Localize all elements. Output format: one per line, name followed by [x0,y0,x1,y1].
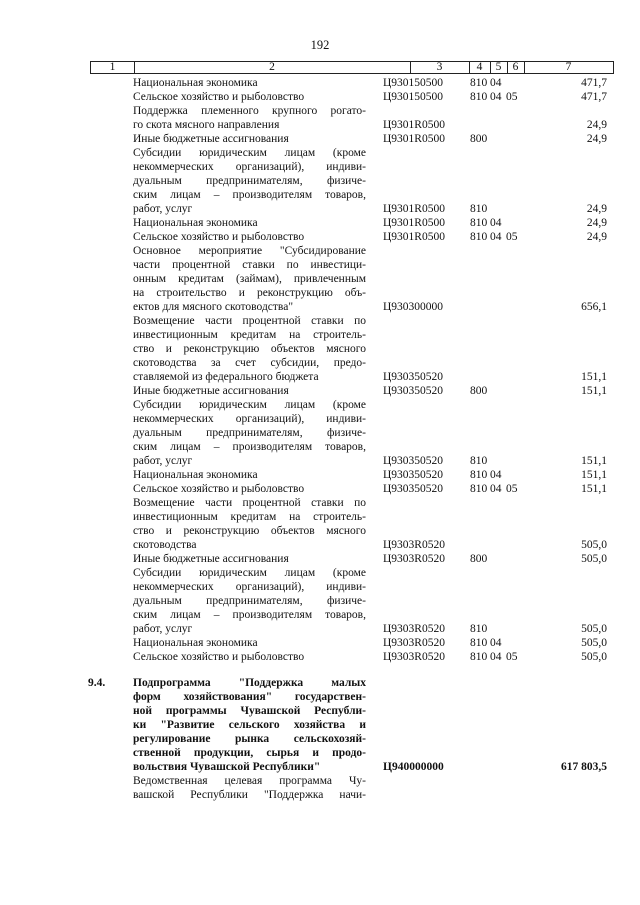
row-name [133,230,366,244]
row-name-line: ектов для мясного скотоводства" [133,301,294,313]
row-amount: 24,9 [586,217,607,229]
row-amount: 471,7 [581,77,607,89]
row-name-line: Иные бюджетные ассигнования [133,385,289,397]
row-name-line: Субсидии юридическим лицам (кроме [133,147,366,159]
row-name [133,566,366,636]
row-name [133,76,366,90]
row-name-line: дуальным предпринимателям, физиче- [133,427,366,439]
table-row [0,774,640,802]
row-name-line: ским лицам – производителям товаров, [133,609,366,621]
row-name [133,552,366,566]
row-name [133,314,366,384]
table-row [0,468,640,482]
table-row [0,398,640,468]
row-subsection: 05 [506,651,518,663]
header-col-4: 4 [476,61,483,73]
row-amount: 505,0 [581,623,607,635]
row-name-line: некоммерческих организаций), индиви- [133,161,366,173]
row-code: Ц9301R0500 [383,119,445,131]
row-name-line: некоммерческих организаций), индиви- [133,581,366,593]
row-code: Ц930300000 [383,301,444,313]
row-name-line: вольствия Чувашской Республики" [133,761,321,773]
row-code: Ц930350520 [383,385,444,397]
row-name-line: Сельское хозяйство и рыболовство [133,483,305,495]
row-code: Ц9303R0520 [383,539,445,551]
row-section: 04 [490,483,502,495]
row-expense-type: 810 [470,637,488,649]
row-code: Ц930350520 [383,483,444,495]
row-code: Ц930150500 [383,91,444,103]
row-amount: 151,1 [581,385,607,397]
row-name-line: Сельское хозяйство и рыболовство [133,651,305,663]
row-name-line: ственной продукции, сырья и продо- [133,747,366,759]
table-row [0,384,640,398]
row-name-line: Субсидии юридическим лицам (кроме [133,567,366,579]
row-expense-type: 810 [470,483,488,495]
row-code: Ц9303R0520 [383,651,445,663]
row-amount: 656,1 [581,301,607,313]
row-name-line: дуальным предпринимателям, физиче- [133,175,366,187]
row-name-line: ство и реконструкцию объектов мясного [133,343,366,355]
row-name [133,468,366,482]
table-row [0,636,640,650]
row-expense-type: 800 [470,385,488,397]
header-col-7: 7 [565,61,572,73]
row-amount: 151,1 [581,371,607,383]
row-expense-type: 800 [470,133,488,145]
row-amount: 505,0 [581,651,607,663]
row-amount: 471,7 [581,91,607,103]
row-name-line: вашской Республики "Поддержка начи- [133,789,366,801]
row-name-line: ство и реконструкцию объектов мясного [133,525,366,537]
row-name [133,90,366,104]
row-amount: 505,0 [581,637,607,649]
row-amount: 24,9 [586,203,607,215]
row-name-line: регулирование рынка сельскохозяй- [133,733,366,745]
row-name-line: дуальным предпринимателям, физиче- [133,595,366,607]
row-amount: 24,9 [586,133,607,145]
row-name [133,676,366,774]
row-name-line: работ, услуг [133,455,193,467]
table-row [0,496,640,552]
row-name-line: Возмещение части процентной ставки по [133,315,366,327]
row-name [133,104,366,132]
row-expense-type: 810 [470,217,488,229]
header-col-2: 2 [269,61,275,73]
row-expense-type: 810 [470,469,488,481]
row-name-line: Субсидии юридическим лицам (кроме [133,399,366,411]
table-row [0,146,640,216]
row-expense-type: 810 [470,651,488,663]
table-row [0,482,640,496]
row-name-line: Национальная экономика [133,469,258,481]
row-code: Ц930350520 [383,371,444,383]
row-amount: 505,0 [581,553,607,565]
row-section: 04 [490,637,502,649]
header-col-3: 3 [436,61,443,73]
row-name-line: Национальная экономика [133,217,258,229]
row-name-line: ским лицам – производителям товаров, [133,189,366,201]
row-spacer [0,664,640,676]
row-amount: 151,1 [581,455,607,467]
row-name-line: на строительство и реконструкцию объ- [133,287,366,299]
row-code: Ц9301R0500 [383,203,445,215]
row-name-line: ки "Развитие сельского хозяйства и [133,719,366,731]
row-name-line: скотоводства [133,539,197,551]
row-name-line: го скота мясного направления [133,119,280,131]
row-name-line: ским лицам – производителям товаров, [133,441,366,453]
row-name [133,482,366,496]
row-name-line: Иные бюджетные ассигнования [133,553,289,565]
row-name-line: Иные бюджетные ассигнования [133,133,289,145]
row-code: Ц9301R0500 [383,133,445,145]
row-code: Ц930350520 [383,469,444,481]
row-name [133,146,366,216]
row-name [133,244,366,314]
table-row [0,104,640,132]
row-code: Ц9303R0520 [383,553,445,565]
header-col-1: 1 [109,61,116,73]
row-section: 04 [490,469,502,481]
row-name-line: Сельское хозяйство и рыболовство [133,91,305,103]
row-code: Ц940000000 [383,761,444,773]
row-section: 04 [490,217,502,229]
header-col-6: 6 [512,61,519,73]
table-row [0,216,640,230]
row-name-line: Национальная экономика [133,77,258,89]
table-row [0,90,640,104]
row-expense-type: 810 [470,231,488,243]
row-name-line: Подпрограмма "Поддержка малых [133,677,366,689]
row-code: Ц9303R0520 [383,623,445,635]
row-code: Ц9303R0520 [383,637,445,649]
row-name [133,636,366,650]
row-amount: 505,0 [581,539,607,551]
row-name-line: Ведомственная целевая программа Чу- [133,775,366,787]
table-header-row [90,61,614,74]
row-name-line: Возмещение части процентной ставки по [133,497,366,509]
row-amount: 24,9 [586,119,607,131]
row-name-line: Сельское хозяйство и рыболовство [133,231,305,243]
row-code: Ц930150500 [383,77,444,89]
row-name [133,132,366,146]
table-row [0,314,640,384]
header-col-5: 5 [495,61,502,73]
table-row [0,566,640,636]
row-name-line: инвестиционным кредитам на строитель- [133,511,366,523]
row-name-line: ной программы Чувашской Республи- [133,705,366,717]
row-subsection: 05 [506,231,518,243]
row-subsection: 05 [506,91,518,103]
row-code: Ц930350520 [383,455,444,467]
row-name-line: Основное мероприятие "Субсидирование [133,245,366,257]
row-section: 04 [490,91,502,103]
row-section: 04 [490,231,502,243]
table-row [0,244,640,314]
row-name-line: онным кредитам (займам), привлеченным [133,273,366,285]
row-name-line: работ, услуг [133,203,193,215]
row-name [133,496,366,552]
budget-table-body [0,76,640,802]
row-name-line: Национальная экономика [133,637,258,649]
row-expense-type: 810 [470,203,488,215]
table-row [0,552,640,566]
row-name [133,774,366,802]
row-expense-type: 810 [470,77,488,89]
row-section: 04 [490,651,502,663]
row-expense-type: 810 [470,455,488,467]
row-expense-type: 810 [470,91,488,103]
table-row [0,76,640,90]
subprogram-row [0,676,640,774]
row-expense-type: 800 [470,553,488,565]
row-number: 9.4. [88,677,106,689]
table-row [0,230,640,244]
row-name [133,216,366,230]
row-name-line: Поддержка племенного крупного рогато- [133,105,366,117]
row-name [133,650,366,664]
row-name-line: работ, услуг [133,623,193,635]
row-code: Ц9301R0500 [383,217,445,229]
row-amount: 617 803,5 [561,761,607,773]
row-name-line: скотоводства за счет субсидии, предо- [133,357,366,369]
page-number: 192 [310,38,330,52]
table-row [0,132,640,146]
row-name-line: форм хозяйствования" государствен- [133,691,366,703]
row-name-line: ставляемой из федерального бюджета [133,371,319,383]
row-name-line: некоммерческих организаций), индиви- [133,413,366,425]
row-amount: 151,1 [581,483,607,495]
table-row [0,650,640,664]
row-subsection: 05 [506,483,518,495]
row-amount: 151,1 [581,469,607,481]
row-amount: 24,9 [586,231,607,243]
row-name-line: инвестиционным кредитам на строитель- [133,329,366,341]
row-section: 04 [490,77,502,89]
row-name-line: части процентной ставки по инвестици- [133,259,366,271]
row-expense-type: 810 [470,623,488,635]
row-code: Ц9301R0500 [383,231,445,243]
row-name [133,398,366,468]
row-name [133,384,366,398]
